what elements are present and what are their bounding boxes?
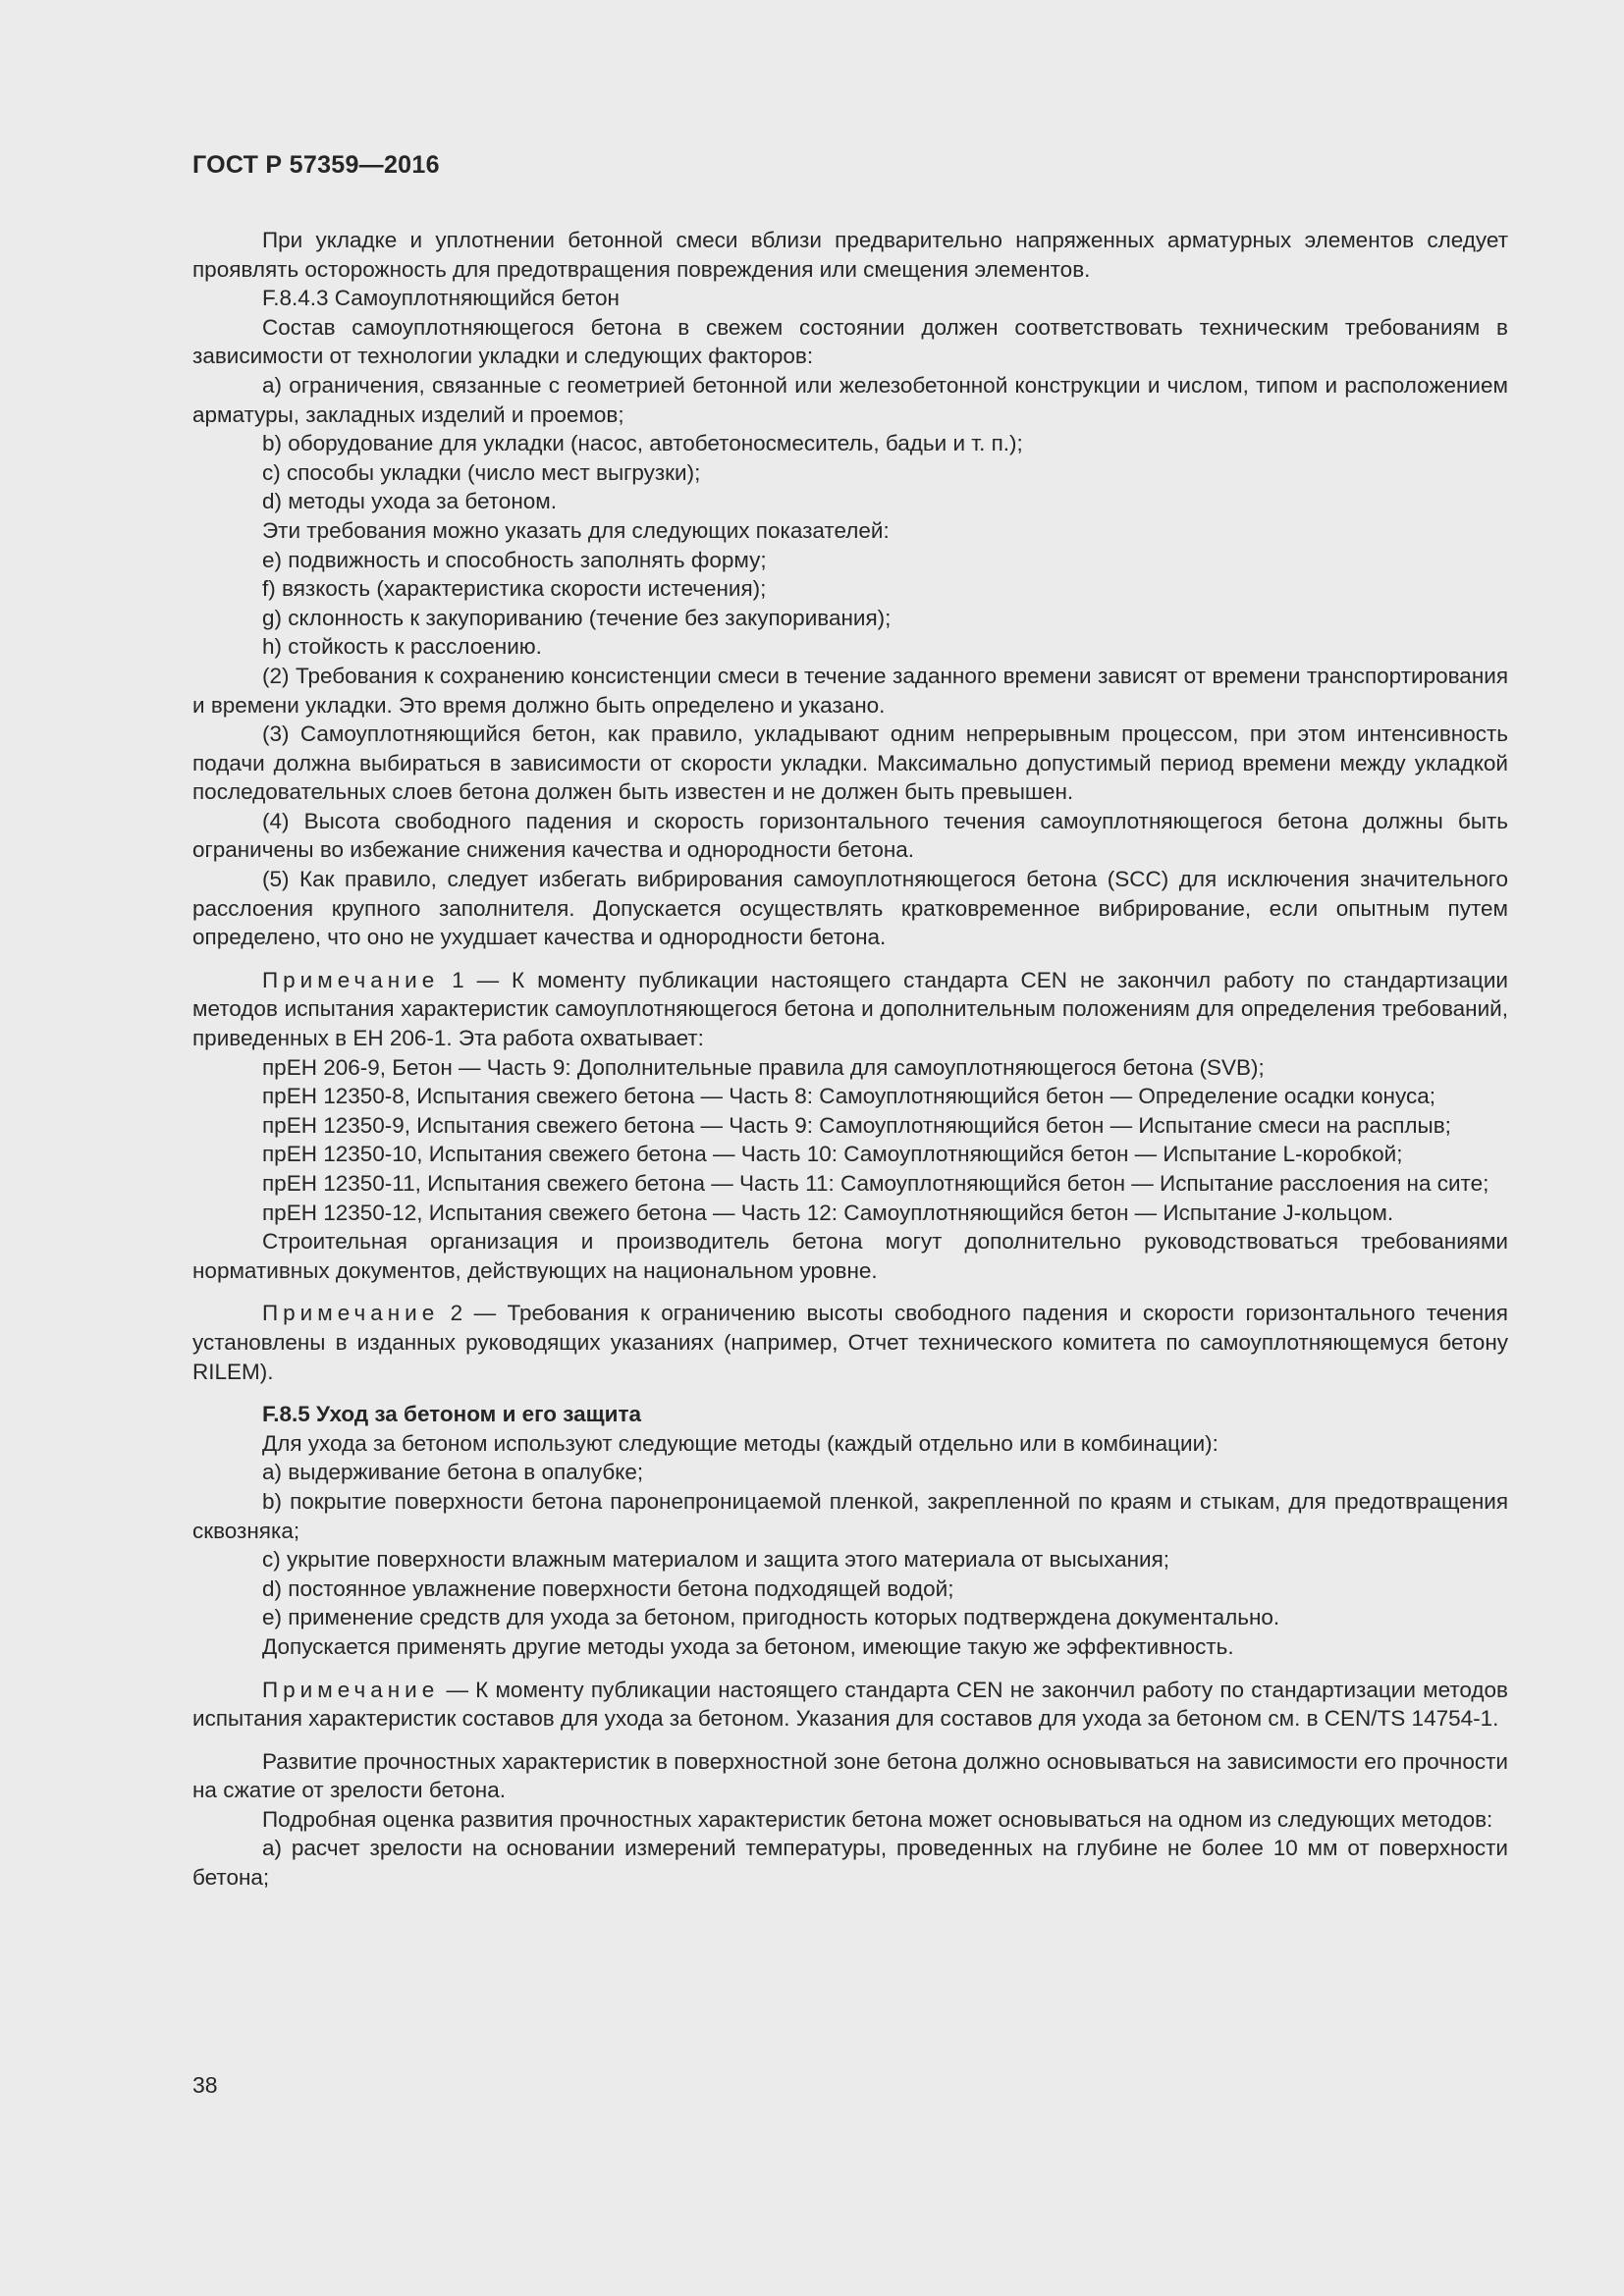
note-label: Примечание xyxy=(262,1301,440,1326)
note-label: Примечание xyxy=(262,1677,440,1702)
paragraph: Развитие прочностных характеристик в поверхностной зоне бетона должно основываться на зависимости его прочности на сжатие от зрелости бетона. xyxy=(192,1748,1508,1803)
note-1 xyxy=(192,966,1508,1053)
subsection-title: F.8.4.3 Самоуплотняющийся бетон xyxy=(262,286,620,311)
list-item: d) постоянное увлажнение поверхности бетона подходящей водой; xyxy=(262,1575,954,1601)
paragraph: Эти требования можно указать для следующих показателей: xyxy=(262,517,890,543)
document-header: ГОСТ Р 57359—2016 xyxy=(192,151,440,179)
paragraph: Состав самоуплотняющегося бетона в свежем состоянии должен соответствовать техническим требованиям в зависимости от технологии укладки и следующих факторов: xyxy=(192,314,1508,369)
paragraph: Для ухода за бетоном используют следующие методы (каждый отдельно или в комбинации): xyxy=(262,1430,1218,1456)
list-item: c) укрытие поверхности влажным материалом и защита этого материала от высыхания; xyxy=(262,1547,1170,1573)
note-text: 1 — К моменту публикации настоящего стандарта CEN не закончил работу по стандартизации методов испытания характеристик самоуплотняющегося бетона и дополнительным положениям для определения требований, приведенных в ЕН 206-1. Эта работа охватывает: xyxy=(192,967,1508,1051)
note-2 xyxy=(192,1299,1508,1386)
paragraph: Допускается применять другие методы ухода за бетоном, имеющие такую же эффективность. xyxy=(262,1633,1234,1659)
paragraph: При укладке и уплотнении бетонной смеси вблизи предварительно напряженных арматурных элементов следует проявлять осторожность для предотвращения повреждения или смещения элементов. xyxy=(192,228,1508,282)
list-item: d) методы ухода за бетоном. xyxy=(262,489,557,514)
note-text: — К моменту публикации настоящего стандарта CEN не закончил работу по стандартизации методов испытания характеристик составов для ухода за бетоном. Указания для составов для ухода за бетоном см. в CEN/TS 14754-1. xyxy=(192,1677,1508,1732)
list-item: f) вязкость (характеристика скорости истечения); xyxy=(262,576,767,602)
paragraph: Строительная организация и производитель бетона могут дополнительно руководствоваться требованиями нормативных документов, действующих на национальном уровне. xyxy=(192,1229,1508,1283)
paragraph: (3) Самоуплотняющийся бетон, как правило, укладывают одним непрерывным процессом, при этом интенсивность подачи должна выбираться в зависимости от скорости укладки. Максимально допустимый период времени между укладкой последовательных слоев бетона должен быть известен и не должен быть превышен. xyxy=(192,721,1508,805)
reference-item: прЕН 12350-9, Испытания свежего бетона — Часть 9: Самоуплотняющийся бетон — Испытание смеси на расплыв; xyxy=(262,1112,1451,1138)
paragraph: (4) Высота свободного падения и скорость горизонтального течения самоуплотняющегося бетона должны быть ограничены во избежание снижения качества и однородности бетона. xyxy=(192,808,1508,863)
note-text: 2 — Требования к ограничению высоты свободного падения и скорости горизонтального течения установлены в изданных руководящих указаниях (например, Отчет технического комитета по самоуплотняющемуся бетону RILEM). xyxy=(192,1301,1508,1384)
reference-item: прЕН 12350-8, Испытания свежего бетона — Часть 8: Самоуплотняющийся бетон — Определение осадки конуса; xyxy=(262,1084,1435,1109)
list-item: c) способы укладки (число мест выгрузки); xyxy=(262,459,701,485)
paragraph: (5) Как правило, следует избегать вибрирования самоуплотняющегося бетона (SCC) для исключения значительного расслоения крупного заполнителя. Допускается осуществлять кратковременное вибрирование, если опытным путем определено, что оно не ухудшает качества и однородности бетона. xyxy=(192,867,1508,950)
list-item: a) выдерживание бетона в опалубке; xyxy=(262,1460,644,1485)
note-3 xyxy=(192,1676,1508,1734)
list-item: e) применение средств для ухода за бетоном, пригодность которых подтверждена документально. xyxy=(262,1605,1280,1630)
list-item: a) ограничения, связанные с геометрией бетонной или железобетонной конструкции и числом, типом и расположением арматуры, закладных изделий и проемов; xyxy=(192,372,1508,427)
list-item: b) оборудование для укладки (насос, автобетоносмеситель, бадьи и т. п.); xyxy=(262,431,1023,456)
reference-item: прЕН 12350-10, Испытания свежего бетона — Часть 10: Самоуплотняющийся бетон — Испытание L-коробкой; xyxy=(262,1142,1403,1167)
paragraph: Подробная оценка развития прочностных характеристик бетона может основываться на одном из следующих методов: xyxy=(262,1806,1493,1832)
list-item: a) расчет зрелости на основании измерений температуры, проведенных на глубине не более 10 мм от поверхности бетона; xyxy=(192,1836,1508,1891)
list-item: h) стойкость к расслоению. xyxy=(262,634,542,660)
document-body xyxy=(192,226,1508,1893)
paragraph: (2) Требования к сохранению консистенции смеси в течение заданного времени зависят от времени транспортирования и времени укладки. Это время должно быть определено и указано. xyxy=(192,663,1508,718)
note-label: Примечание xyxy=(262,967,440,992)
page-number: 38 xyxy=(192,2072,218,2098)
list-item: e) подвижность и способность заполнять форму; xyxy=(262,547,767,572)
list-item: b) покрытие поверхности бетона паронепроницаемой пленкой, закрепленной по краям и стыкам, для предотвращения сквозняка; xyxy=(192,1488,1508,1543)
reference-item: прЕН 12350-12, Испытания свежего бетона — Часть 12: Самоуплотняющийся бетон — Испытание J-кольцом. xyxy=(262,1200,1394,1225)
section-heading-f85: F.8.5 Уход за бетоном и его защита xyxy=(262,1402,641,1427)
reference-item: прЕН 206-9, Бетон — Часть 9: Дополнительные правила для самоуплотняющегося бетона (SVB); xyxy=(262,1054,1265,1080)
reference-item: прЕН 12350-11, Испытания свежего бетона — Часть 11: Самоуплотняющийся бетон — Испытание расслоения на сите; xyxy=(262,1171,1489,1196)
list-item: g) склонность к закупориванию (течение без закупоривания); xyxy=(262,605,892,630)
